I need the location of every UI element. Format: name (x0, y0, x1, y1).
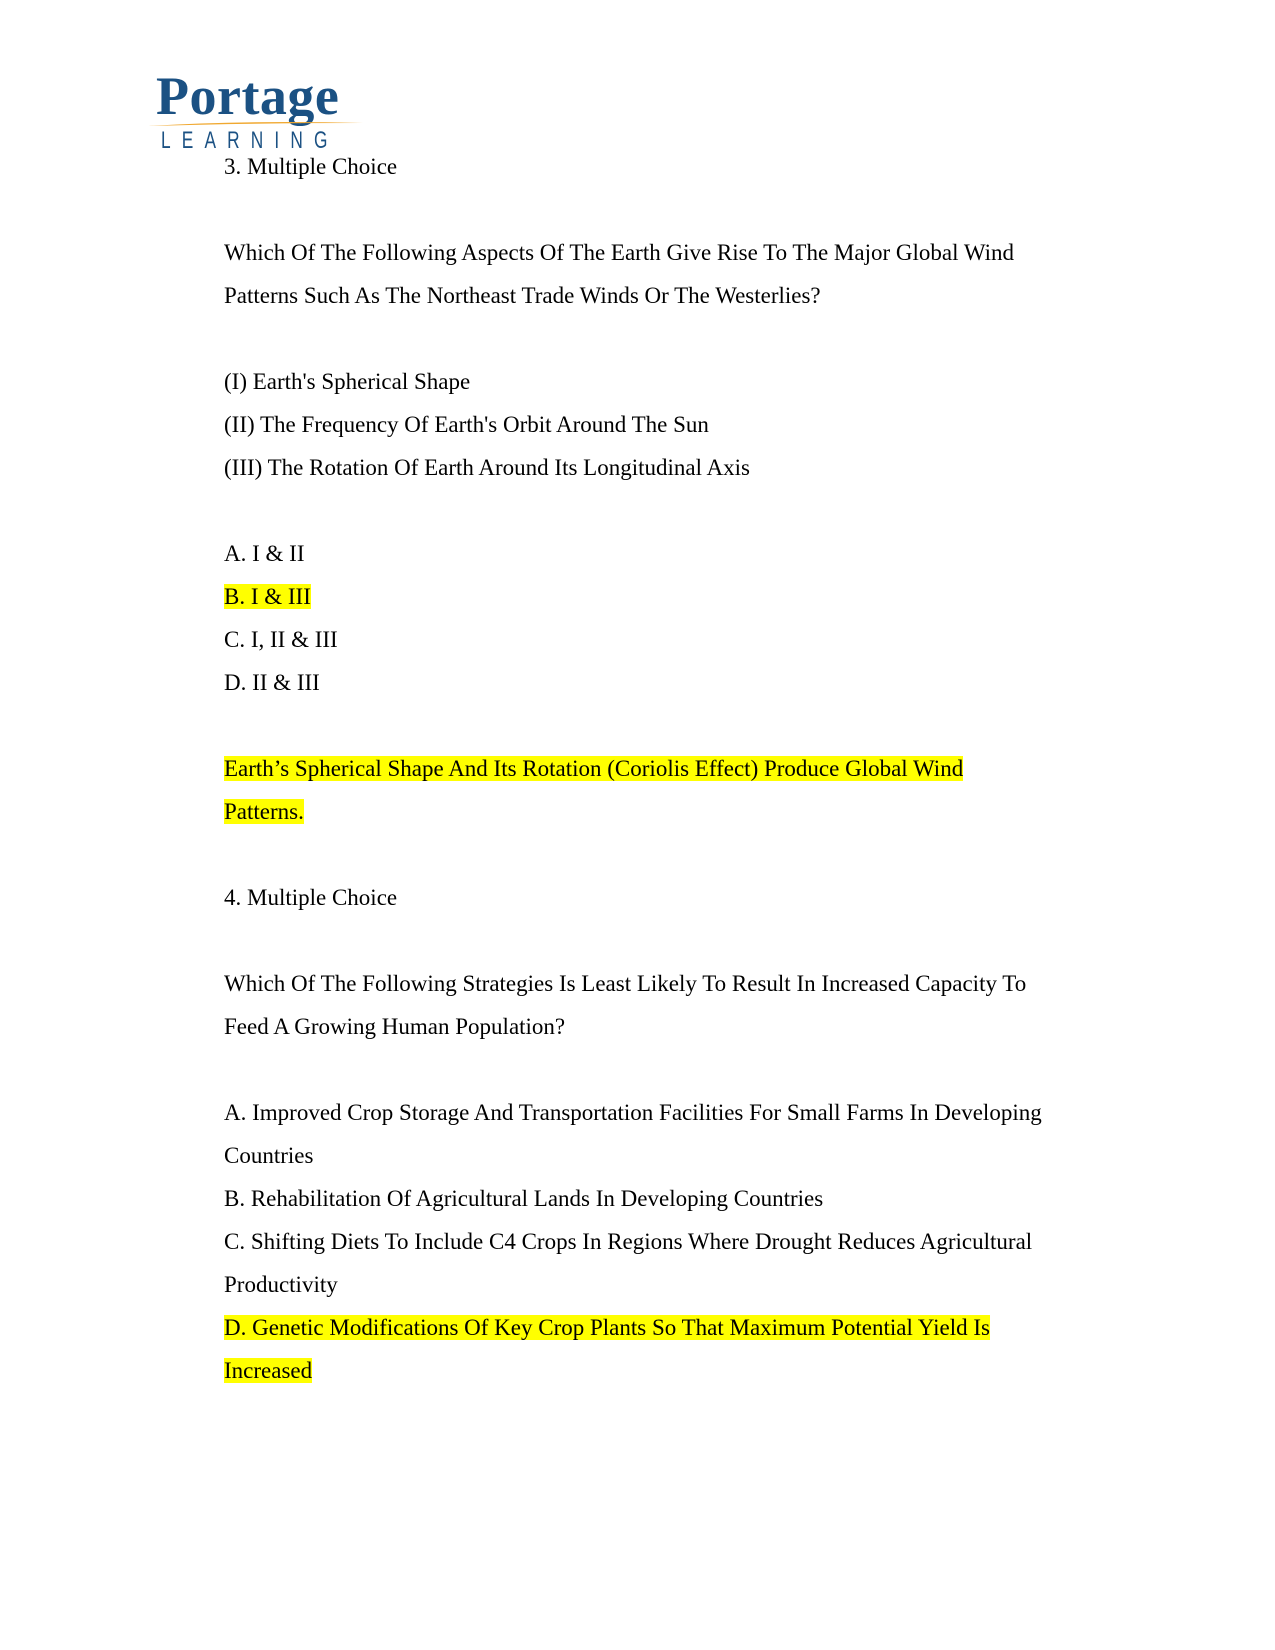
document-body (224, 145, 1124, 1392)
option-d-correct-continued (224, 1349, 1124, 1392)
option-a: A. I & II (224, 541, 305, 566)
option-c: C. Shifting Diets To Include C4 Crops In Regions Where Drought Reduces Agricultural (224, 1229, 1033, 1254)
question-3-heading: 3. Multiple Choice (224, 154, 398, 179)
question-4-prompt-line: Feed A Growing Human Population? (224, 1014, 566, 1039)
question-4-prompt-line: Which Of The Following Strategies Is Least Likely To Result In Increased Capacity To (224, 971, 1027, 996)
statement-ii: (II) The Frequency Of Earth's Orbit Around The Sun (224, 412, 709, 437)
answer-highlight: D. Genetic Modifications Of Key Crop Plants So That Maximum Potential Yield Is (224, 1315, 990, 1340)
answer-highlight: Increased (224, 1358, 313, 1383)
option-b: B. Rehabilitation Of Agricultural Lands In Developing Countries (224, 1186, 824, 1211)
question-4-heading: 4. Multiple Choice (224, 885, 398, 910)
question-3-prompt-line: Which Of The Following Aspects Of The Earth Give Rise To The Major Global Wind (224, 240, 1014, 265)
option-b-correct (224, 575, 1124, 618)
logo-wordmark: Portage (156, 66, 340, 126)
option-d: D. II & III (224, 670, 320, 695)
option-c: C. I, II & III (224, 627, 338, 652)
option-a: A. Improved Crop Storage And Transportation Facilities For Small Farms In Developing (224, 1100, 1042, 1125)
explanation-highlight: Earth’s Spherical Shape And Its Rotation (Coriolis Effect) Produce Global Wind (224, 756, 964, 781)
option-a-continued: Countries (224, 1143, 314, 1168)
explanation-line (224, 790, 1124, 833)
portage-learning-logo (148, 66, 363, 156)
option-d-correct (224, 1306, 1124, 1349)
logo-subtitle: LEARNING (161, 127, 339, 154)
answer-highlight: B. I & III (224, 584, 311, 609)
statement-i: (I) Earth's Spherical Shape (224, 369, 471, 394)
explanation-highlight: Patterns. (224, 799, 304, 824)
statement-iii: (III) The Rotation Of Earth Around Its Longitudinal Axis (224, 455, 750, 480)
option-c-continued: Productivity (224, 1272, 338, 1297)
question-3-prompt-line: Patterns Such As The Northeast Trade Winds Or The Westerlies? (224, 283, 821, 308)
explanation-line (224, 747, 1124, 790)
